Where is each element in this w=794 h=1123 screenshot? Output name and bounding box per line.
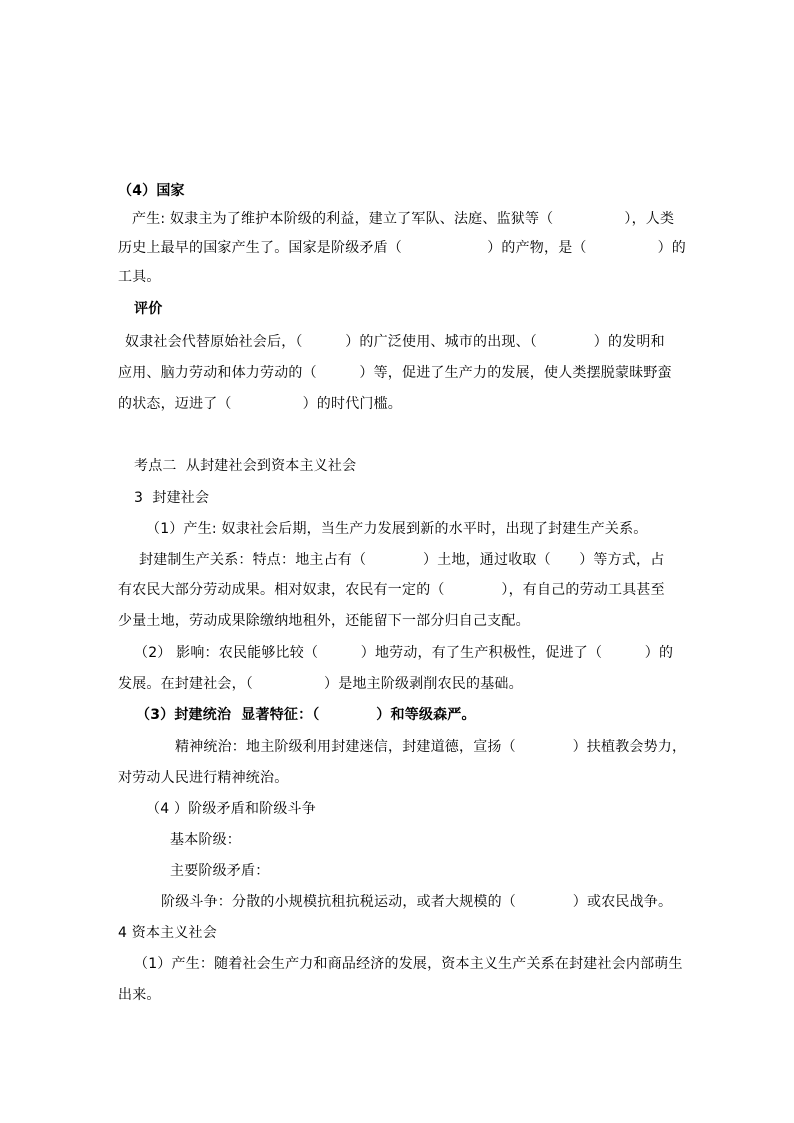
paragraph-line: 封建制生产关系：特点：地主占有（ ）土地，通过收取（ ）等方式，占 [139, 552, 665, 568]
paragraph-line: 精神统治：地主阶级利用封建迷信，封建道德，宣扬（ ）扶植教会势力， [175, 739, 687, 755]
paragraph-line: 产生: 奴隶主为了维护本阶级的利益，建立了军队、法庭、监狱等（ ），人类 [132, 211, 675, 227]
paragraph-line: 对劳动人民进行精神统治。 [118, 770, 289, 786]
capital-heading: 4 资本主义社会 [118, 925, 217, 941]
paragraph-line: （3）封建统治 显著特征：（ ）和等级森严。 [136, 707, 476, 723]
paragraph-line: 的状态，迈进了（ ）的时代门槛。 [118, 396, 402, 412]
paragraph-line: 应用、脑力劳动和体力劳动的（ ）等，促进了生产力的发展，使人类摆脱蒙昧野蛮 [118, 365, 672, 381]
paragraph-line: 工具。 [118, 269, 161, 285]
paragraph-line: （1）产生: 奴隶社会后期，当生产力发展到新的水平时，出现了封建生产关系。 [146, 521, 648, 537]
paragraph-line: 出来。 [118, 987, 161, 1003]
paragraph-line: （4 ）阶级矛盾和阶级斗争 [146, 801, 316, 817]
eval-heading: 评价 [134, 301, 163, 317]
paragraph-line: 奴隶社会代替原始社会后，（ ）的广泛使用、城市的出现、（ ）的发明和 [125, 334, 665, 350]
paragraph-line: 有农民大部分劳动成果。相对奴隶，农民有一定的（ ），有自己的劳动工具甚至 [118, 582, 665, 598]
paragraph-line: 发展。在封建社会，（ ）是地主阶级剥削农民的基础。 [118, 676, 523, 692]
paragraph-line: 阶级斗争：分散的小规模抗租抗税运动，或者大规模的（ ）或农民战争。 [161, 894, 673, 910]
feudal-heading: 3 封建社会 [134, 490, 210, 506]
paragraph-line: 基本阶级： [170, 832, 241, 848]
topic-title: 考点二 从封建社会到资本主义社会 [134, 458, 357, 474]
paragraph-line: （1）产生：随着社会生产力和商品经济的发展，资本主义生产关系在封建社会内部萌生 [134, 956, 683, 972]
paragraph-line: 少量土地，劳动成果除缴纳地租外，还能留下一部分归自己支配。 [118, 613, 530, 629]
paragraph-line: 主要阶级矛盾： [170, 863, 270, 879]
paragraph-line: （2） 影响：农民能够比较（ ）地劳动，有了生产积极性，促进了（ ）的 [134, 645, 674, 661]
paragraph-line: 历史上最早的国家产生了。国家是阶级矛盾（ ）的产物，是（ ）的 [118, 240, 686, 256]
section-heading-state: （4）国家 [118, 183, 185, 199]
